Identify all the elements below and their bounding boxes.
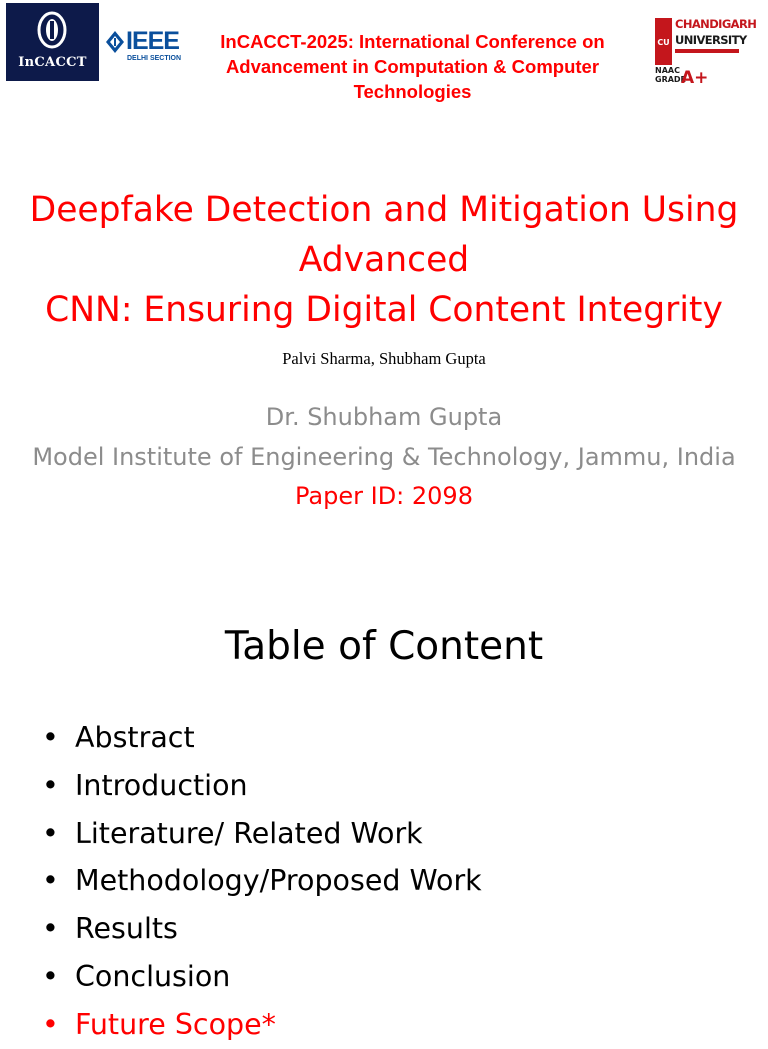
toc-item [42,810,482,858]
paper-title [0,185,768,335]
table-of-content-slide [0,575,768,1041]
paper-title-line: CNN: Ensuring Digital Content Integrity [45,290,723,330]
paper-title-line: Advanced [298,240,470,280]
toc-title: Table of Content [224,624,544,669]
authors: Palvi Sharma, Shubham Gupta [282,349,486,368]
bullet-icon: • [42,1007,59,1041]
ieee-diamond-icon [106,31,124,53]
cu-badge-text: CU [657,38,670,47]
toc-item-label: Future Scope* [75,1007,276,1041]
naac-label: NAAC GRADE [655,66,687,84]
ieee-logo [106,27,182,67]
toc-item-label: Results [75,912,178,946]
paper-title-line: Deepfake Detection and Mitigation Using [29,190,739,230]
naac-grade: A+ [681,68,709,88]
incacct-emblem-icon [37,11,67,49]
toc-item [42,857,482,905]
incacct-logo-text: InCACCT [18,55,87,70]
bullet-icon: • [42,721,59,754]
presenter-name: Dr. Shubham Gupta [265,403,503,431]
bullet-icon: • [42,959,59,993]
paper-id: Paper ID: 2098 [295,482,473,510]
toc-item-label: Methodology/Proposed Work [75,864,482,898]
ieee-logo-word: IEEE [126,27,179,55]
cu-badge [655,18,672,65]
toc-item [42,905,482,953]
bullet-icon: • [42,768,59,802]
toc-item-label: Introduction [75,768,248,802]
toc-item-label: Literature/ Related Work [75,816,423,850]
toc-item-label: Abstract [75,721,195,754]
chandigarh-university-logo [655,17,757,88]
conference-title: InCACCT-2025: International Conference on Advancement in Computation & Computer Technologies [220,31,605,102]
bullet-icon: • [42,912,59,946]
bullet-icon: • [42,816,59,850]
bullet-icon: • [42,864,59,898]
toc-list [42,714,482,1049]
toc-item-future-scope [42,1001,482,1049]
ieee-logo-section: DELHI SECTION [127,55,182,62]
toc-item [42,714,482,762]
toc-item [42,953,482,1001]
cu-logo-line2: UNIVERSITY [675,33,747,47]
toc-item-label: Conclusion [75,959,231,993]
incacct-logo [6,3,99,81]
cu-logo-line1: CHANDIGARH [675,17,757,31]
cu-logo-tagline-bar [675,49,739,53]
institute-name: Model Institute of Engineering & Technology, Jammu, India [32,443,736,471]
toc-item [42,762,482,810]
